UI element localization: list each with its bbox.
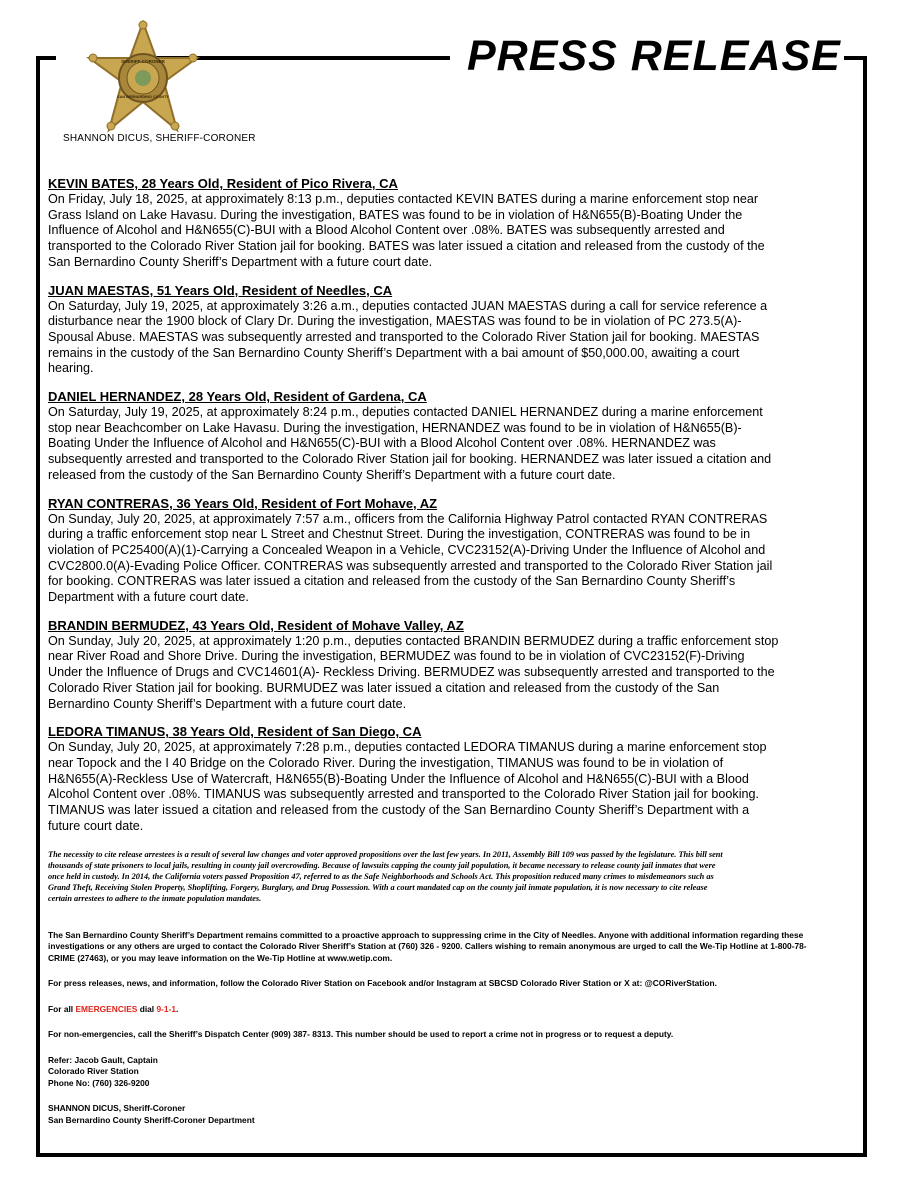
sheriff-star-badge-icon <box>84 20 202 136</box>
emergency-suffix: . <box>176 1003 179 1014</box>
signature-block <box>48 1103 860 1126</box>
frame-top-border-left <box>36 56 56 60</box>
arrest-entry-line: subsequently arrested and transported to the Colorado River Station jail for booking. HERNANDEZ was later issued a citation and <box>48 452 772 467</box>
community-line: The San Bernardino County Sheriff’s Department remains committed to a proactive approach to suppressing crime in the City of Needles. Anyone with additional information regarding these <box>48 929 804 940</box>
arrest-entry-line: remains in the custody of the San Bernardino County Sheriff’s Department with a bai amount of $50,000.00, awaiting a court <box>48 345 740 360</box>
arrest-entry-line: CVC2800.0(A)-Evading Police Officer. CONTRERAS was subsequently arrested and transported to the Colorado River Station jail <box>48 558 773 573</box>
page-title: PRESS RELEASE <box>467 32 841 80</box>
frame-right-border <box>863 56 867 1157</box>
sheriff-name-line: SHANNON DICUS, SHERIFF-CORONER <box>63 133 256 144</box>
arrest-entry-heading: DANIEL HERNANDEZ, 28 Years Old, Resident of Gardena, CA <box>48 389 427 405</box>
frame-left-border <box>36 56 40 1157</box>
arrest-entry-heading: KEVIN BATES, 28 Years Old, Resident of Pico Rivera, CA <box>48 176 398 191</box>
emergency-number: 9-1-1 <box>156 1003 177 1014</box>
arrest-entry <box>48 283 860 378</box>
arrest-entry-line: future court date. <box>48 818 144 833</box>
arrest-entries <box>48 176 860 835</box>
emergency-word: EMERGENCIES <box>75 1003 138 1014</box>
arrest-entry-line: disturbance near the 1900 block of Clary Dr. During the investigation, MAESTAS was found to be in violation of PC 273.5(A)- <box>48 314 742 329</box>
arrest-entry-line: H&N655(A)-Reckless Use of Watercraft, H&N655(B)-Boating Under the Influence of Alcohol and H&N655(C)-BUI with a Blood <box>48 771 749 786</box>
refer-line: Colorado River Station <box>48 1066 139 1076</box>
emergency-mid: dial <box>137 1003 157 1014</box>
arrest-entry-line: during a traffic enforcement stop near L Street and Chestnut Street. During the investigation, CONTRERAS was found to be in <box>48 527 751 542</box>
arrest-entry-line: Colorado River Station jail for booking. BURMUDEZ was later issued a citation and released from the custody of the San <box>48 680 720 695</box>
arrest-entry-line: stop near Beachcomber on Lake Havasu. During the investigation, HERNANDEZ was found to be in violation of H&N655(B)- <box>48 420 742 435</box>
arrest-entry <box>48 176 860 271</box>
arrest-entry-heading: LEDORA TIMANUS, 38 Years Old, Resident of San Diego, CA <box>48 724 422 740</box>
arrest-entry-body <box>48 299 860 378</box>
arrest-entry-line: TIMANUS was later issued a citation and released from the custody of the San Bernardino County Sheriff’s Department with a <box>48 803 750 818</box>
frame-top-border-right <box>844 56 867 60</box>
refer-contact <box>48 1055 860 1090</box>
non-emergency-line: For non-emergencies, call the Sheriff’s Dispatch Center (909) 387- 8313. This number should be used to report a crime not in progress or to request a deputy. <box>48 1029 674 1039</box>
press-release-body <box>48 176 860 1126</box>
arrest-entry-line: Grass Island on Lake Havasu. During the investigation, BATES was found to be in violation of H&N655(B)-Boating Under the <box>48 207 743 222</box>
arrest-entry-line: violation of PC25400(A)(1)-Carrying a Concealed Weapon in a Vehicle, CVC23152(A)-Driving Under the Influence of Alcohol and <box>48 542 766 557</box>
arrest-entry <box>48 389 860 484</box>
signature-line: San Bernardino County Sheriff-Coroner Department <box>48 1114 255 1125</box>
arrest-entry-line: Influence of Alcohol and H&N655(C)-BUI with a Blood Alcohol Content over .08%. BATES was subsequently arrested and <box>48 223 725 238</box>
arrest-entry-line: On Saturday, July 19, 2025, at approximately 8:24 p.m., deputies contacted DANIEL HERNANDEZ during a marine enforcement <box>48 405 763 420</box>
social-media-line: For press releases, news, and information, follow the Colorado River Station on Facebook and/or Instagram at SBCSD Colorado River Station or X at: @CORiverStation. <box>48 978 717 988</box>
arrest-entry-line: released from the custody of the San Bernardino County Sheriff’s Department with a future court date. <box>48 467 616 482</box>
arrest-entry-line: On Saturday, July 19, 2025, at approximately 3:26 a.m., deputies contacted JUAN MAESTAS during a call for service reference a <box>48 298 768 313</box>
frame-bottom-border <box>36 1153 867 1157</box>
cite-release-disclaimer <box>48 849 860 904</box>
arrest-entry-line: On Sunday, July 20, 2025, at approximately 1:20 p.m., deputies contacted BRANDIN BERMUDEZ during a traffic enforcement stop <box>48 633 779 648</box>
emergency-line <box>48 1004 860 1016</box>
arrest-entry-line: Department with a future court date. <box>48 590 249 605</box>
arrest-entry-body <box>48 740 860 834</box>
arrest-entry-line: On Sunday, July 20, 2025, at approximately 7:28 p.m., deputies contacted LEDORA TIMANUS during a marine enforcement stop <box>48 740 767 755</box>
arrest-entry <box>48 496 860 606</box>
disclaimer-line: certain arrestees to adhere to the inmate population mandates. <box>48 893 262 903</box>
signature-line: SHANNON DICUS, Sheriff-Coroner <box>48 1103 186 1113</box>
community-statement <box>48 930 860 965</box>
community-line: CRIME (27463), or you may leave information on the We-Tip Hotline at www.wetip.com. <box>48 952 393 963</box>
arrest-entry-heading: BRANDIN BERMUDEZ, 43 Years Old, Resident of Mohave Valley, AZ <box>48 617 464 633</box>
arrest-entry-line: hearing. <box>48 361 94 376</box>
badge-text-bottom: SAN BERNARDINO COUNTY <box>117 95 169 99</box>
arrest-entry <box>48 618 860 713</box>
arrest-entry-line: On Sunday, July 20, 2025, at approximately 7:57 a.m., officers from the California Highway Patrol contacted RYAN CONTRERAS <box>48 511 768 526</box>
disclaimer-line: The necessity to cite release arrestees is a result of several law changes and voter approved propositions over the last few years. In 2011, Assembly Bill 109 was passed by the legislature. This bill sent <box>48 849 723 859</box>
arrest-entry-body <box>48 634 860 713</box>
emergency-prefix: For all <box>48 1003 76 1014</box>
arrest-entry-heading: RYAN CONTRERAS, 36 Years Old, Resident of Fort Mohave, AZ <box>48 495 438 511</box>
arrest-entry-line: transported to the Colorado River Station jail for booking. BATES was later issued a citation and released from the custody of the <box>48 239 765 254</box>
arrest-entry-line: On Friday, July 18, 2025, at approximately 8:13 p.m., deputies contacted KEVIN BATES during a marine enforcement stop near <box>48 192 759 206</box>
refer-line: Refer: Jacob Gault, Captain <box>48 1054 158 1065</box>
refer-line: Phone No: (760) 326-9200 <box>48 1077 150 1088</box>
disclaimer-line: thousands of state prisoners to local jails, resulting in county jail overcrowding. Because of lawsuits capping the county jail population, it became necessary to release county jail inmates that were <box>48 860 716 870</box>
arrest-entry-line: Boating Under the Influence of Alcohol and H&N655(C)-BUI with a Blood Alcohol Content over .08%. HERNANDEZ was <box>48 436 716 451</box>
arrest-entry-line: San Bernardino County Sheriff’s Department with a future court date. <box>48 254 433 269</box>
community-line: investigations or any others are urged to contact the Colorado River Sheriff’s Station at (760) 326 - 9200. Callers wishing to remain anonymous are urged to call the We-Tip Hotline at 1-800-78- <box>48 941 807 951</box>
arrest-entry-body <box>48 192 860 271</box>
disclaimer-line: once held in custody. In 2014, the California voters passed Proposition 47, referred to as the Safe Neighborhoods and Schools Act. This proposition reduced many crimes to misdemeanors such as <box>48 871 714 881</box>
badge-text-top: SHERIFF-CORONER <box>121 59 165 64</box>
disclaimer-line: Grand Theft, Receiving Stolen Property, Shoplifting, Forgery, Burglary, and Drug Possession. With a court mandated cap on the county jail inmate population, it is now necessary to cite release <box>48 882 708 892</box>
arrest-entry-body <box>48 512 860 606</box>
arrest-entry-line: Bernardino County Sheriff’s Department with a future court date. <box>48 696 407 711</box>
arrest-entry-heading: JUAN MAESTAS, 51 Years Old, Resident of Needles, CA <box>48 282 393 298</box>
arrest-entry <box>48 724 860 834</box>
arrest-entry-line: near Topock and the I 40 Bridge on the Colorado River. During the investigation, TIMANUS was found to be in violation of <box>48 755 724 770</box>
arrest-entry-line: Under the Influence of Drugs and CVC14601(A)- Reckless Driving. BERMUDEZ was subsequently arrested and transported to the <box>48 665 775 680</box>
arrest-entry-body <box>48 405 860 484</box>
arrest-entry-line: near River Road and Shore Drive. During the investigation, BERMUDEZ was found to be in violation of CVC23152(F)-Driving <box>48 649 745 664</box>
arrest-entry-line: for booking. CONTRERAS was later issued a citation and released from the custody of the San Bernardino County Sheriff’s <box>48 574 736 589</box>
arrest-entry-line: Spousal Abuse. MAESTAS was subsequently arrested and transported to the Colorado River Station jail for booking. MAESTAS <box>48 329 760 344</box>
arrest-entry-line: Alcohol Content over .08%. TIMANUS was subsequently arrested and transported to the Colorado River Station jail for booking. <box>48 787 759 802</box>
